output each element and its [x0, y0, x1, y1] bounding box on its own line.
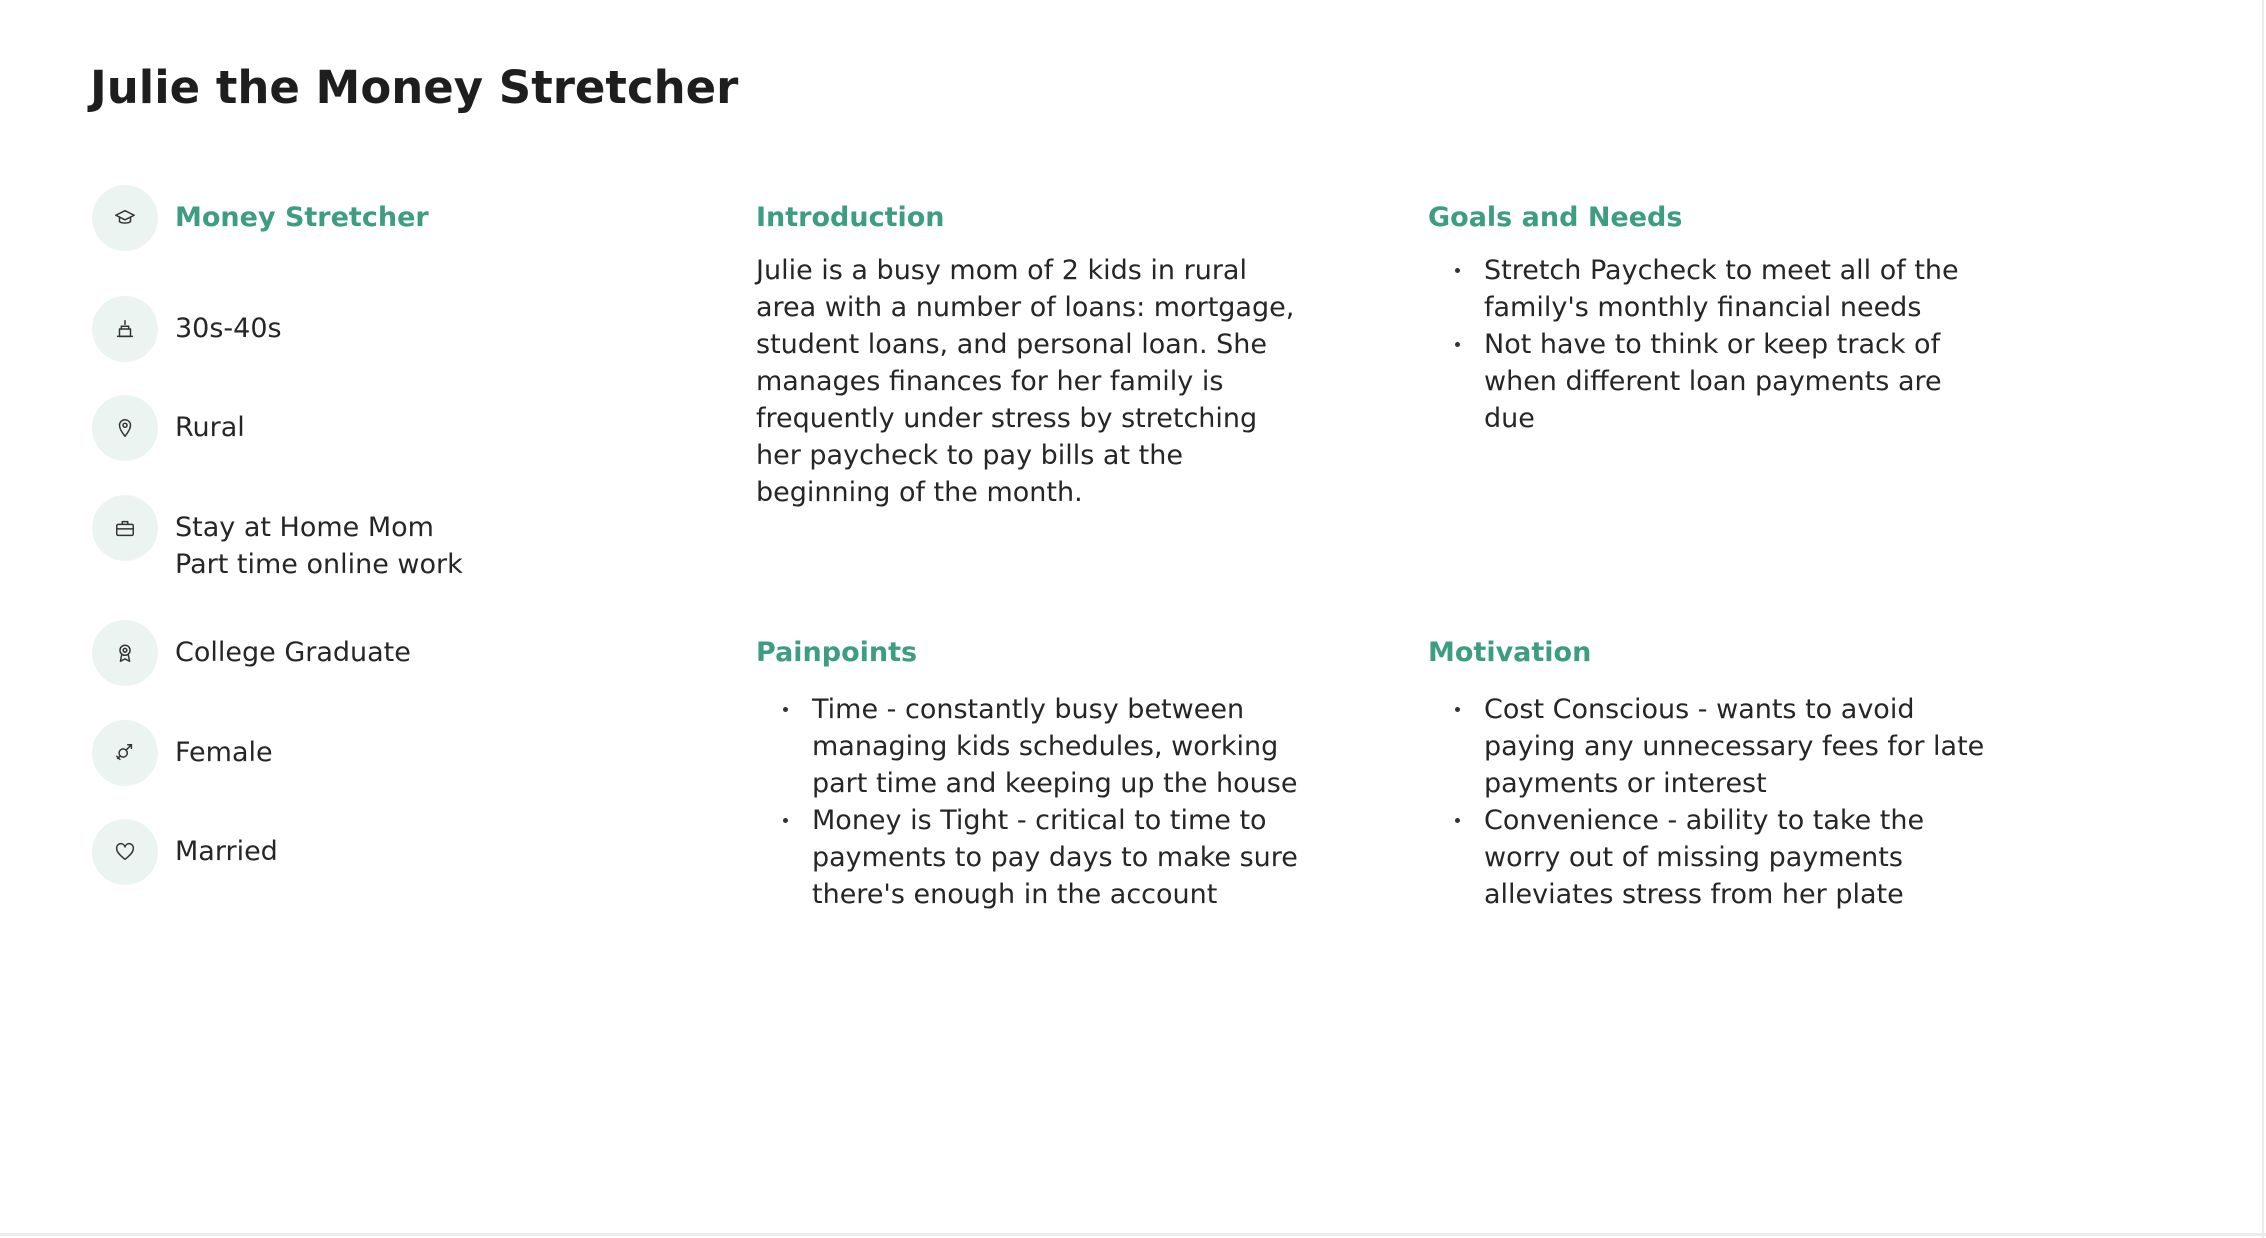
page-edge-bottom: [0, 1233, 2266, 1236]
bullet-dot: [1455, 268, 1460, 273]
attribute-education: [92, 620, 411, 686]
goals-heading: Goals and Needs: [1428, 202, 1683, 233]
motivation-list: [1428, 691, 1988, 913]
graduation-cap-icon: [92, 185, 158, 251]
attribute-label: Rural: [175, 412, 245, 443]
award-icon: [92, 620, 158, 686]
introduction-section: [756, 200, 1316, 511]
attribute-label: Money Stretcher: [175, 202, 429, 233]
list-item: Money is Tight - critical to time to payments to pay days to make sure there's enough in the account: [756, 802, 1316, 913]
list-item: Time - constantly busy between managing kids schedules, working part time and keeping up the house: [756, 691, 1316, 802]
bullet-dot: [783, 707, 788, 712]
painpoints-section: [756, 635, 1316, 913]
goals-section: [1428, 200, 1988, 437]
attribute-age: [92, 296, 282, 362]
introduction-body: Julie is a busy mom of 2 kids in rural area with a number of loans: mortgage, student loans, and personal loan. She manages finances for her family is frequently under stress by stretching her paycheck to pay bills at the beginning of the month.: [756, 255, 1295, 508]
attribute-label: Stay at Home Mom Part time online work: [175, 512, 463, 580]
gender-icon: [92, 720, 158, 786]
attribute-persona-type: [92, 185, 429, 251]
list-item: Stretch Paycheck to meet all of the family's monthly financial needs: [1428, 252, 1988, 326]
motivation-section: [1428, 635, 1988, 913]
list-item: Convenience - ability to take the worry out of missing payments alleviates stress from her plate: [1428, 802, 1988, 913]
attribute-gender: [92, 720, 273, 786]
cake-icon: [92, 296, 158, 362]
painpoints-heading: Painpoints: [756, 637, 918, 668]
painpoints-list: [756, 691, 1316, 913]
page-title: Julie the Money Stretcher: [90, 61, 739, 114]
attribute-label: Married: [175, 836, 278, 867]
attribute-label: 30s-40s: [175, 313, 282, 344]
heart-icon: [92, 819, 158, 885]
bullet-dot: [1455, 707, 1460, 712]
bullet-dot: [783, 818, 788, 823]
bullet-dot: [1455, 818, 1460, 823]
attribute-location: [92, 395, 245, 461]
attribute-marital-status: [92, 819, 278, 885]
introduction-heading: Introduction: [756, 202, 945, 233]
briefcase-icon: [92, 495, 158, 561]
list-item: Cost Conscious - wants to avoid paying any unnecessary fees for late payments or interest: [1428, 691, 1988, 802]
page-edge-right: [2262, 0, 2264, 1238]
attribute-occupation: [92, 495, 463, 583]
goals-list: [1428, 252, 1988, 437]
motivation-heading: Motivation: [1428, 637, 1592, 668]
bullet-dot: [1455, 342, 1460, 347]
list-item: Not have to think or keep track of when different loan payments are due: [1428, 326, 1988, 437]
attribute-label: Female: [175, 737, 273, 768]
location-pin-icon: [92, 395, 158, 461]
attribute-label: College Graduate: [175, 637, 411, 668]
